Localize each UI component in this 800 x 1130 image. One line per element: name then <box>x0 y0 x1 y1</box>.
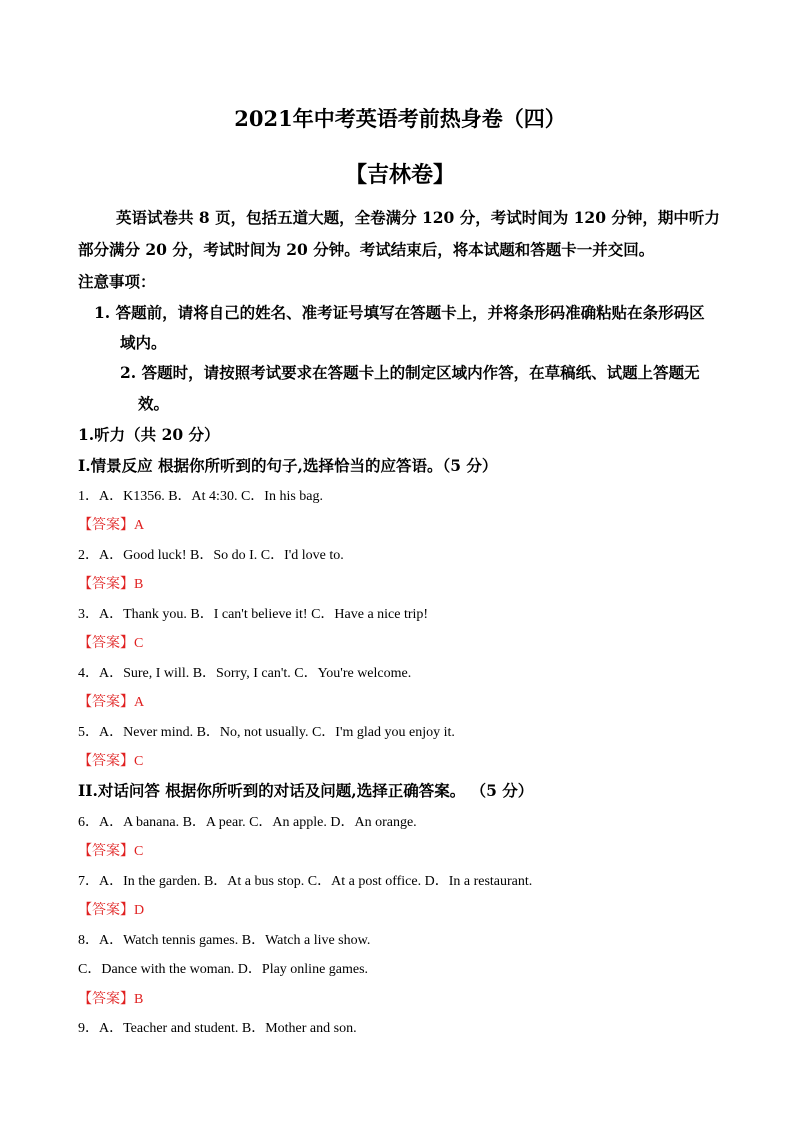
notice-item-1-line-2: 域内。 <box>120 333 167 352</box>
page-title: 2021年中考英语考前热身卷（四） <box>234 106 566 131</box>
question-8-line-1: 8．A．Watch tennis games. B．Watch a live show. <box>78 933 371 948</box>
answer-1: 【答案】A <box>78 518 145 533</box>
question-5: 5．A．Never mind. B．No, not usually. C．I'm glad you enjoy it. <box>78 725 455 740</box>
question-4: 4．A．Sure, I will. B．Sorry, I can't. C．You're welcome. <box>78 666 412 681</box>
page-subtitle: 【吉林卷】 <box>344 162 455 188</box>
answer-7: 【答案】D <box>78 903 145 918</box>
question-6: 6．A．A banana. B．A pear. C．An apple. D．An orange. <box>78 815 417 830</box>
answer-4: 【答案】A <box>78 695 145 710</box>
section1-heading: I.情景反应 根据你所听到的句子,选择恰当的应答语。（5 分） <box>78 456 498 475</box>
answer-2: 【答案】B <box>78 577 144 592</box>
question-3: 3．A．Thank you. B．I can't believe it! C．Have a nice trip! <box>78 607 429 622</box>
notice-item-2-line-2: 效。 <box>138 394 170 413</box>
intro-line-2: 部分满分 20 分，考试时间为 20 分钟。考试结束后，将本试题和答题卡一并交回。 <box>78 240 655 259</box>
notice-item-2-line-1: 2. 答题时，请按照考试要求在答题卡上的制定区域内作答，在草稿纸、试题上答题无 <box>120 363 700 382</box>
notice-heading: 注意事项： <box>78 272 156 291</box>
answer-3: 【答案】C <box>78 636 144 651</box>
question-8-line-2: C．Dance with the woman. D．Play online games. <box>78 962 369 977</box>
answer-6: 【答案】C <box>78 844 144 859</box>
question-1: 1．A．K1356. B．At 4:30. C．In his bag. <box>78 489 323 504</box>
question-7: 7．A．In the garden. B．At a bus stop. C．At a post office. D．In a restaurant. <box>78 874 533 889</box>
question-2: 2．A．Good luck! B．So do I. C．I'd love to. <box>78 548 344 563</box>
answer-5: 【答案】C <box>78 754 144 769</box>
answer-8: 【答案】B <box>78 992 144 1007</box>
notice-item-1-line-1: 1. 答题前，请将自己的姓名、准考证号填写在答题卡上，并将条形码准确粘贴在条形码区 <box>94 303 705 322</box>
intro-line-1: 英语试卷共 8 页，包括五道大题，全卷满分 120 分，考试时间为 120 分钟，期中听力 <box>116 208 720 227</box>
part1-heading: 1.听力（共 20 分） <box>78 425 220 444</box>
section2-heading: II.对话问答 根据你所听到的对话及问题,选择正确答案。 （5 分） <box>78 781 534 800</box>
question-9: 9．A．Teacher and student. B．Mother and son. <box>78 1021 357 1036</box>
